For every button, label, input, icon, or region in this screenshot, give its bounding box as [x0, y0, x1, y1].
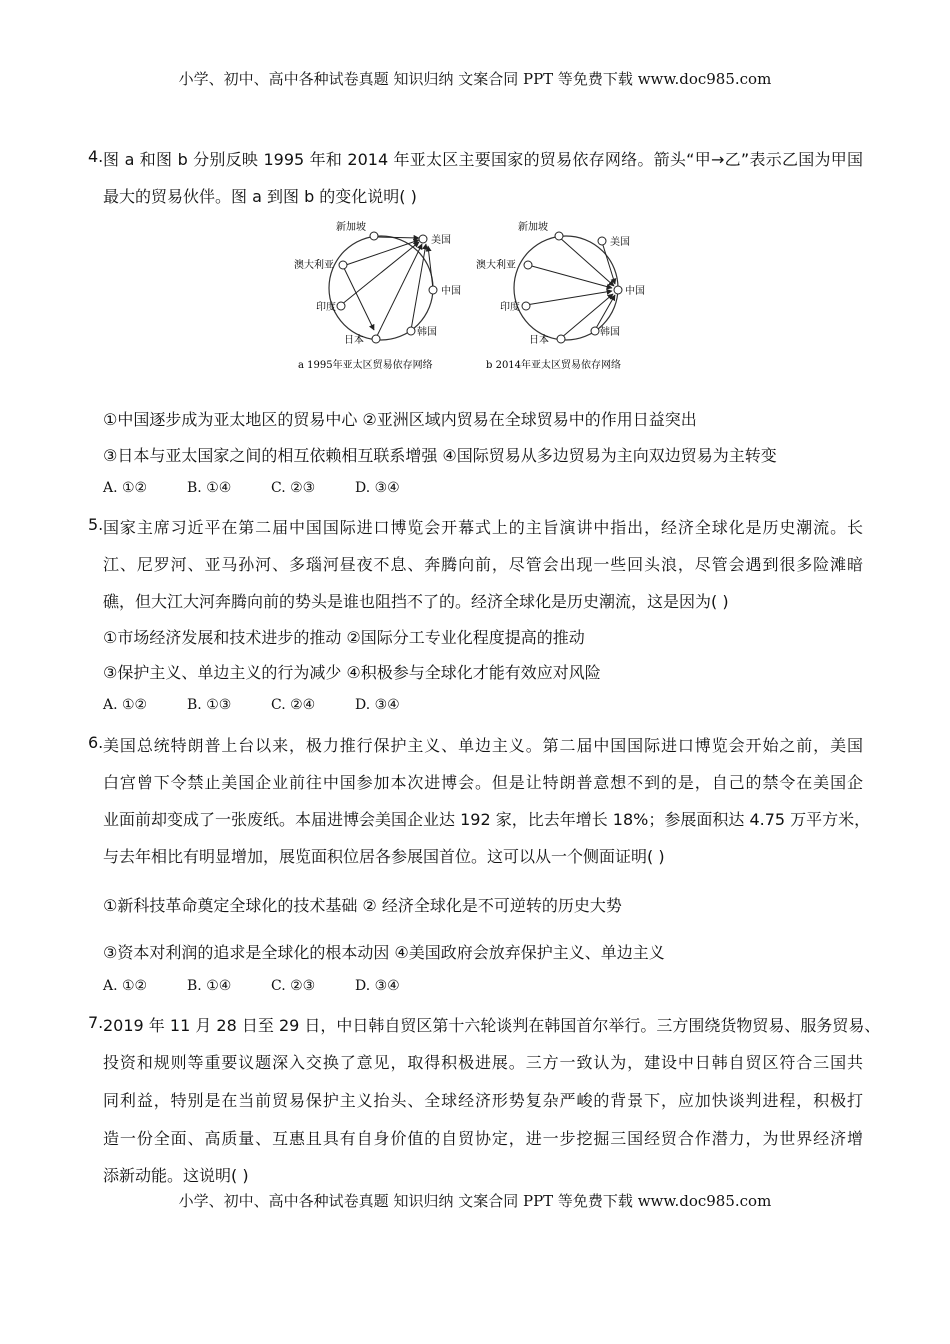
- q6-option-c: C. ②③: [271, 978, 316, 994]
- node-a-china: [429, 286, 437, 294]
- q5-stem-line-1: 国家主席习近平在第二届中国国际进口博览会开幕式上的主旨演讲中指出，经济全球化是历史潮流。长: [103, 518, 863, 537]
- q5-options: [103, 697, 439, 713]
- node-a-australia: [339, 261, 347, 269]
- q7-stem-line-2: 投资和规则等重要议题深入交换了意见，取得积极进展。三方一致认为，建设中日韩自贸区符合三国共: [103, 1053, 863, 1072]
- q4-option-c: C. ②③: [271, 480, 316, 496]
- q5-statement-1: ①市场经济发展和技术进步的推动 ②国际分工专业化程度提高的推动: [103, 628, 585, 647]
- label-a-korea: 韩国: [417, 327, 437, 338]
- figure-b-caption: b 2014年亚太区贸易依存网络: [486, 360, 622, 371]
- node-b-japan: [557, 335, 565, 343]
- label-b-singapore: 新加坡: [518, 222, 548, 233]
- node-a-korea: [407, 327, 415, 335]
- q5-stem-line-3: 礁，但大江大河奔腾向前的势头是谁也阻挡不了的。经济全球化是历史潮流，这是因为( ): [103, 592, 729, 611]
- page-footer: 小学、初中、高中各种试卷真题 知识归纳 文案合同 PPT 等免费下载 www.doc985.com: [178, 1192, 772, 1210]
- q4-stem-line-2: 最大的贸易伙伴。图 a 到图 b 的变化说明( ): [103, 187, 417, 206]
- label-a-japan: 日本: [344, 335, 364, 346]
- q4-option-b: B. ①④: [187, 480, 232, 496]
- label-b-japan: 日本: [529, 335, 549, 346]
- node-b-singapore: [555, 232, 563, 240]
- page-header: 小学、初中、高中各种试卷真题 知识归纳 文案合同 PPT 等免费下载 www.doc985.com: [178, 70, 772, 88]
- figure-a-network: [294, 220, 461, 346]
- q6-stem-line-3: 业面前却变成了一张废纸。本届进博会美国企业达 192 家，比去年增长 18%；参展面积达 4.75 万平方米，: [103, 810, 871, 829]
- q5-option-c: C. ②④: [271, 697, 316, 713]
- node-b-korea: [591, 327, 599, 335]
- node-a-singapore: [370, 232, 378, 240]
- q7-number: 7.: [88, 1013, 104, 1032]
- q6-statement-1: ①新科技革命奠定全球化的技术基础 ② 经济全球化是不可逆转的历史大势: [103, 896, 622, 915]
- q5-number: 5.: [88, 515, 104, 534]
- node-b-china: [614, 286, 622, 294]
- q6-number: 6.: [88, 733, 104, 752]
- q6-option-b: B. ①④: [187, 978, 232, 994]
- label-a-india: 印度: [316, 302, 336, 313]
- q6-stem-line-4: 与去年相比有明显增加，展览面积位居各参展国首位。这可以从一个侧面证明( ): [103, 847, 665, 866]
- label-b-india: 印度: [500, 302, 520, 313]
- q4-stem-line-1: 图 a 和图 b 分别反映 1995 年和 2014 年亚太区主要国家的贸易依存网络。箭头“甲→乙”表示乙国为甲国: [103, 150, 863, 169]
- label-b-australia: 澳大利亚: [476, 260, 516, 271]
- q6-option-d: D. ③④: [355, 978, 400, 994]
- q7-stem-line-3: 同利益，特别是在当前贸易保护主义抬头、全球经济形势复杂严峻的背景下，应加快谈判进程，积极打: [103, 1091, 863, 1110]
- figure-a-caption: a 1995年亚太区贸易依存网络: [298, 360, 433, 371]
- q5-option-b: B. ①③: [187, 697, 232, 713]
- label-b-usa: 美国: [610, 237, 630, 248]
- q6-statement-2: ③资本对利润的追求是全球化的根本动因 ④美国政府会放弃保护主义、单边主义: [103, 943, 665, 962]
- q6-options: [103, 978, 439, 994]
- label-b-korea: 韩国: [600, 327, 620, 338]
- q4-option-a: A. ①②: [103, 480, 148, 496]
- node-a-japan: [372, 335, 380, 343]
- node-b-india: [522, 302, 530, 310]
- q5-statement-2: ③保护主义、单边主义的行为减少 ④积极参与全球化才能有效应对风险: [103, 663, 601, 682]
- q4-statement-2: ③日本与亚太国家之间的相互依赖相互联系增强 ④国际贸易从多边贸易为主向双边贸易为主转变: [103, 446, 777, 465]
- q7-stem-line-5: 添新动能。这说明( ): [103, 1166, 249, 1185]
- q6-stem-line-1: 美国总统特朗普上台以来，极力推行保护主义、单边主义。第二届中国国际进口博览会开始之前，美国: [103, 736, 863, 755]
- q4-options: [103, 480, 439, 496]
- q7-stem-line-1: 2019 年 11 月 28 日至 29 日，中日韩自贸区第十六轮谈判在韩国首尔举行。三方围绕货物贸易、服务贸易、: [103, 1016, 881, 1035]
- node-b-usa: [598, 237, 606, 245]
- q4-option-d: D. ③④: [355, 480, 400, 496]
- q4-number: 4.: [88, 147, 104, 166]
- node-a-india: [337, 302, 345, 310]
- node-a-usa: [419, 235, 427, 243]
- figure-b-network: [476, 220, 645, 346]
- q6-option-a: A. ①②: [103, 978, 148, 994]
- trade-network-figure: [286, 210, 666, 380]
- q4-statement-1: ①中国逐步成为亚太地区的贸易中心 ②亚洲区域内贸易在全球贸易中的作用日益突出: [103, 410, 697, 429]
- q7-stem-line-4: 造一份全面、高质量、互惠且具有自身价值的自贸协定，进一步挖掘三国经贸合作潜力，为世界经济增: [103, 1129, 863, 1148]
- node-b-australia: [524, 261, 532, 269]
- q5-option-a: A. ①②: [103, 697, 148, 713]
- label-a-singapore: 新加坡: [336, 222, 366, 233]
- label-b-china: 中国: [625, 286, 645, 297]
- q6-stem-line-2: 白宫曾下令禁止美国企业前往中国参加本次进博会。但是让特朗普意想不到的是，自己的禁令在美国企: [103, 773, 863, 792]
- label-a-china: 中国: [441, 286, 461, 297]
- label-a-australia: 澳大利亚: [294, 260, 334, 271]
- q5-option-d: D. ③④: [355, 697, 400, 713]
- q5-stem-line-2: 江、尼罗河、亚马孙河、多瑙河昼夜不息、奔腾向前，尽管会出现一些回头浪，尽管会遇到很多险滩暗: [103, 555, 863, 574]
- label-a-usa: 美国: [431, 235, 451, 246]
